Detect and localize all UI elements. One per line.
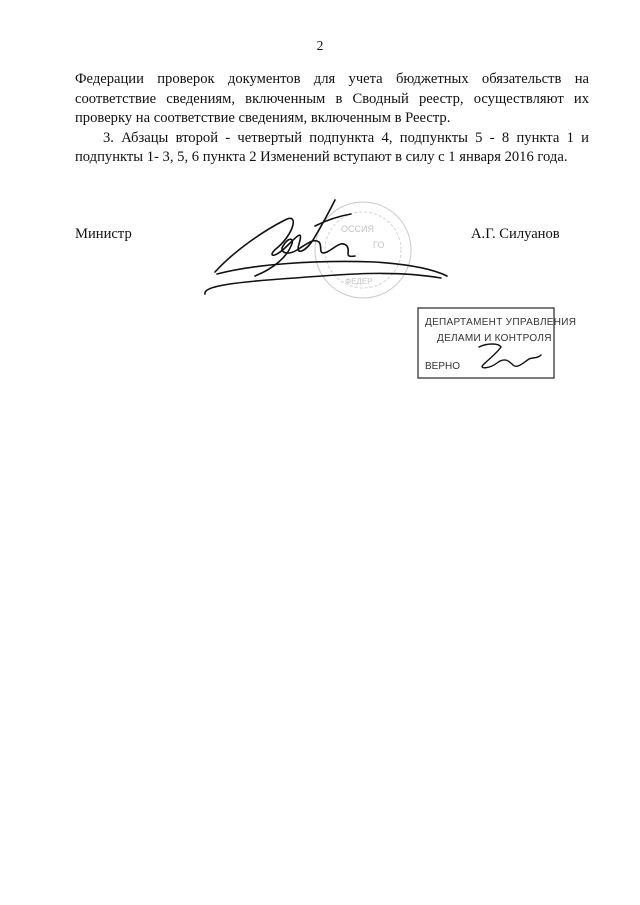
- seal-text-top: ОССИЯ: [341, 224, 374, 234]
- stamp-line-2: ДЕЛАМИ И КОНТРОЛЯ: [437, 333, 552, 344]
- document-body: [75, 70, 589, 168]
- stamp-signature: [479, 344, 541, 368]
- signatory-name: А.Г. Силуанов: [471, 226, 560, 242]
- stamp-line-3: ВЕРНО: [425, 361, 461, 372]
- seal-text-mid: ГО: [373, 240, 385, 250]
- paragraph-1: Федерации проверок документов для учета бюджетных обязательств на соответствие сведениям, включенным в Сводный реестр, осуществляют их проверку на соответствие сведениям, включенным в Реестр.: [75, 71, 589, 126]
- paragraph-2: 3. Абзацы второй - четвертый подпункта 4, подпункты 5 - 8 пункта 1 и подпункты 1- 3, 5, 6 пункта 2 Изменений вступают в силу с 1 января 2016 года.: [75, 129, 589, 165]
- handwritten-signature: [195, 190, 455, 310]
- stamp-line-1: ДЕПАРТАМЕНТ УПРАВЛЕНИЯ: [425, 317, 577, 328]
- signatory-title: Министр: [75, 226, 132, 242]
- seal-text-bottom: ФЕДЕР: [345, 277, 373, 286]
- page-number: 2: [316, 38, 324, 53]
- verification-stamp: [417, 307, 577, 379]
